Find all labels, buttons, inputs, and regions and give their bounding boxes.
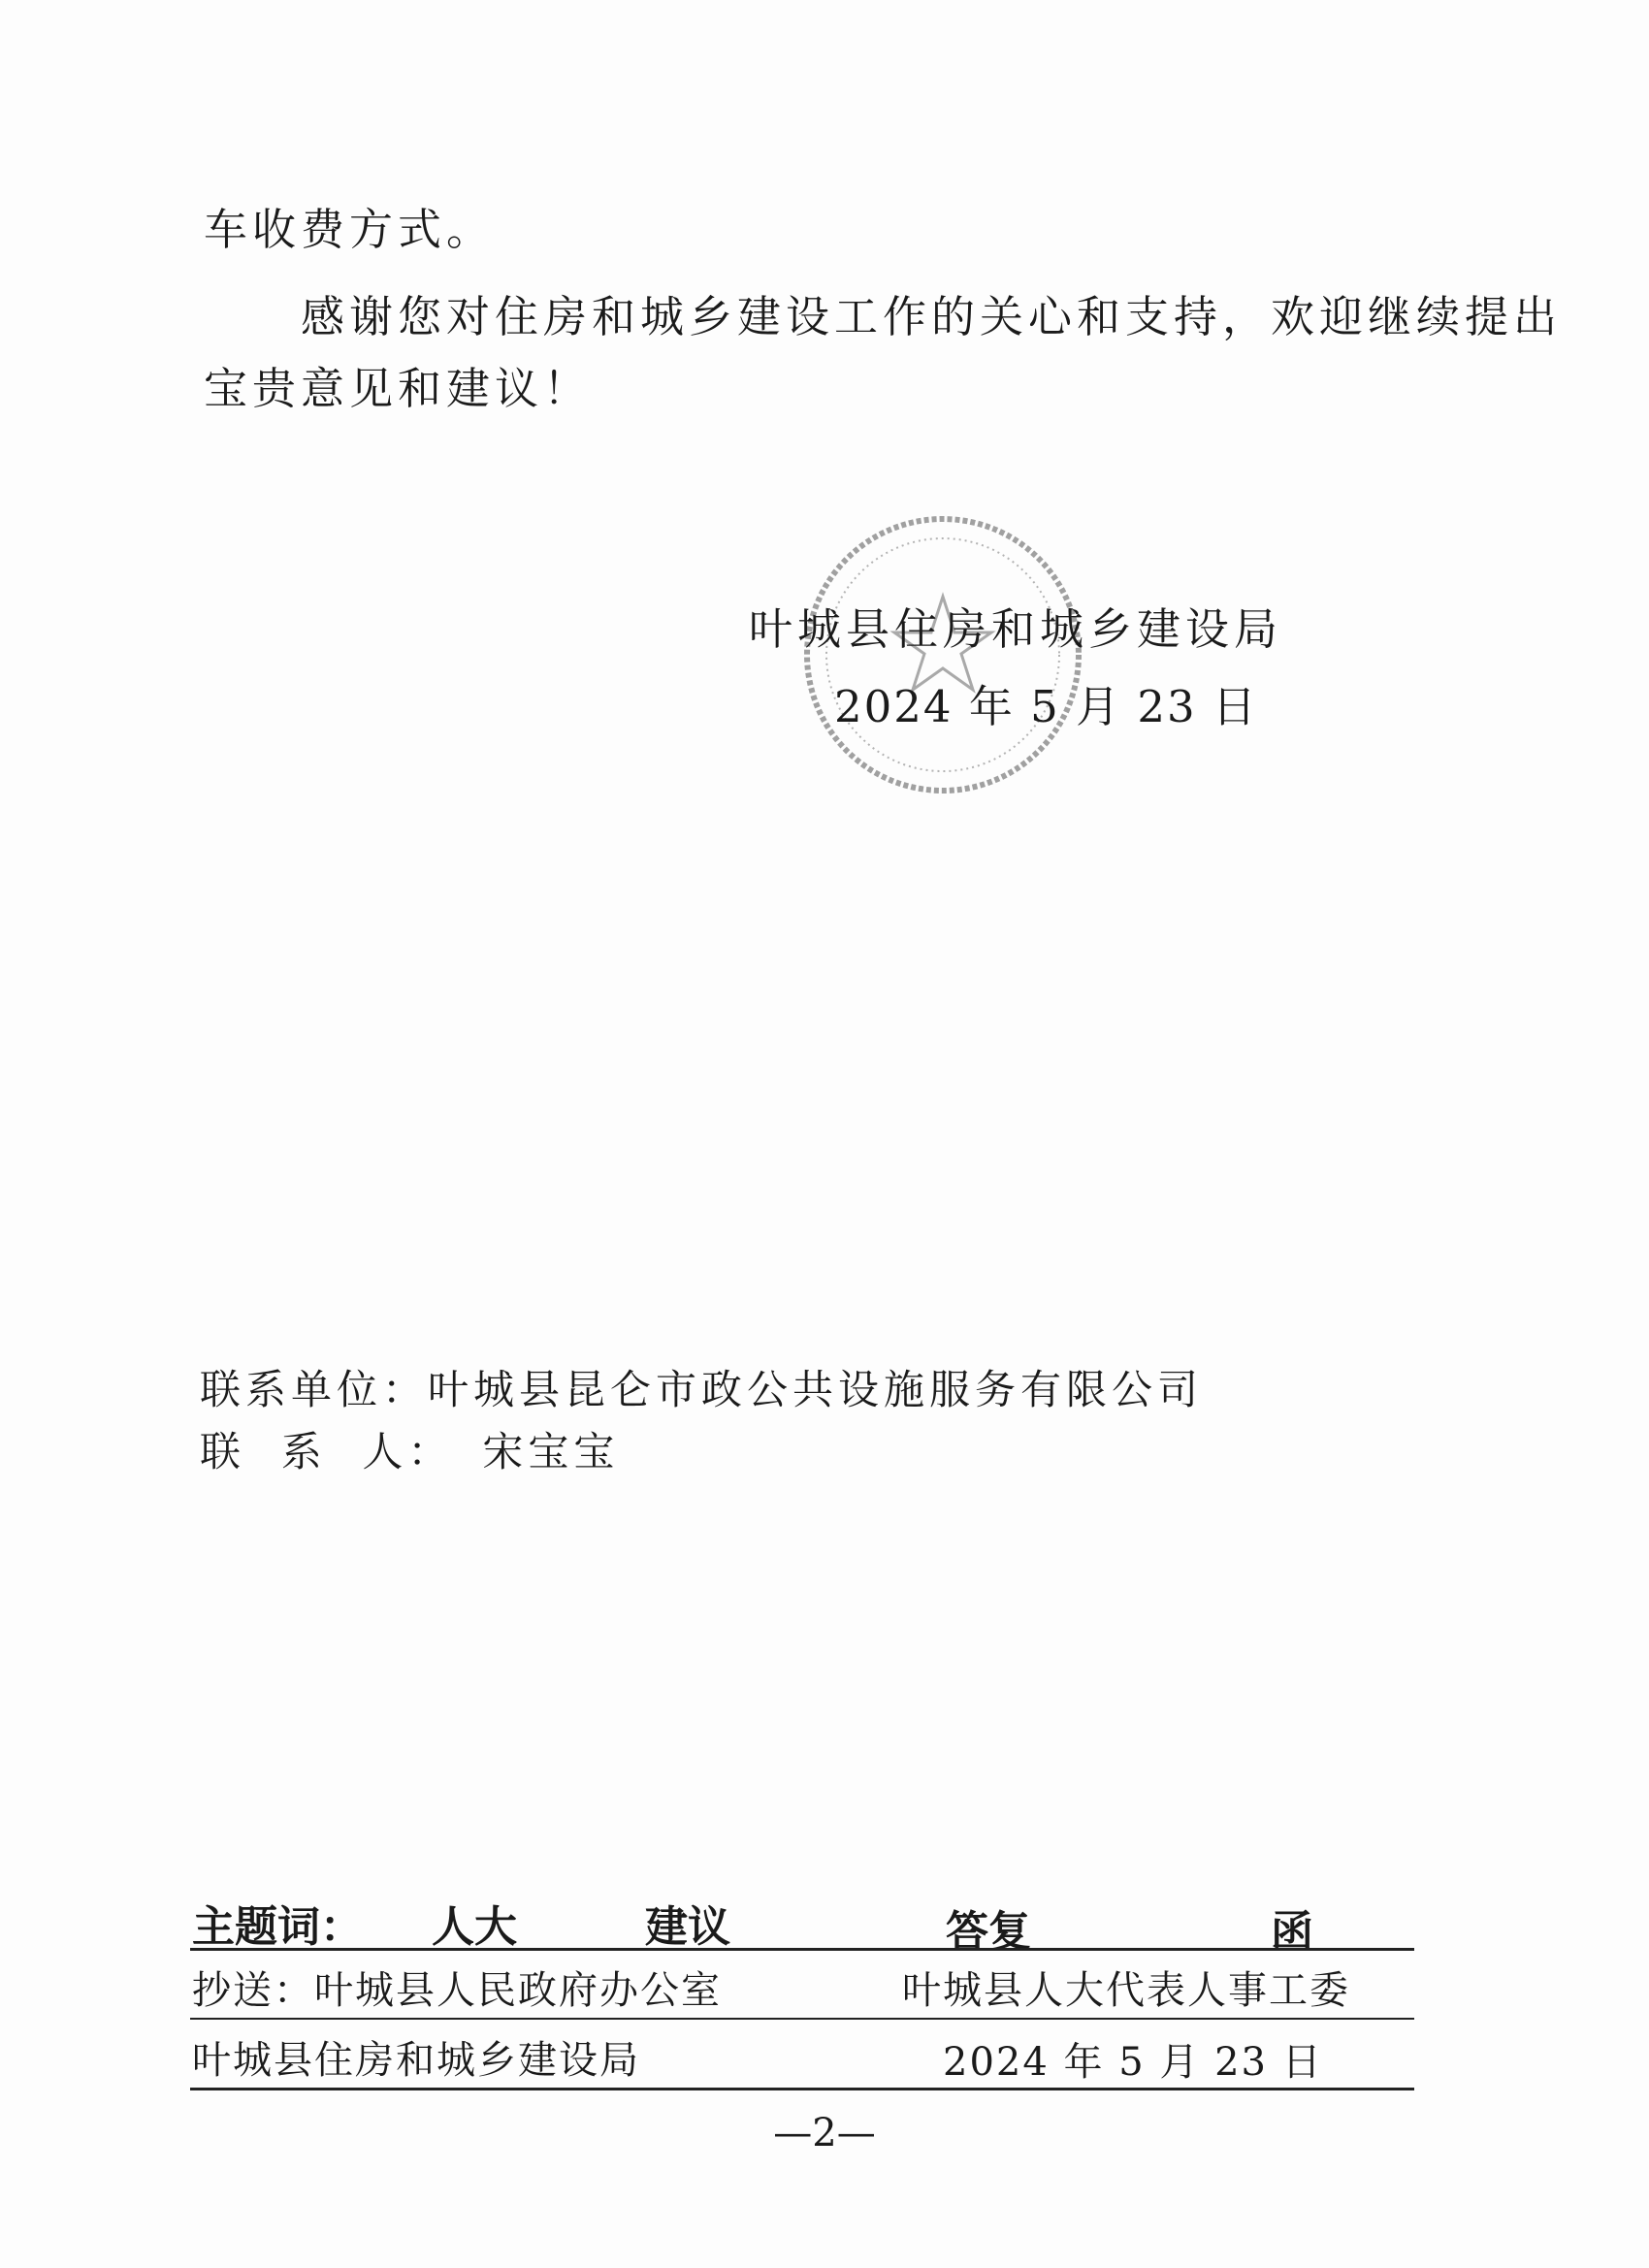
- contact-unit-label: 联系单位：: [200, 1366, 429, 1413]
- contact-person: [200, 1420, 619, 1478]
- body-line-2: 感谢您对住房和城乡建设工作的关心和支持，欢迎继续提出: [301, 291, 1563, 342]
- footer-rule-bottom: [190, 2088, 1414, 2090]
- cc-line: [192, 1960, 722, 2015]
- keyword-3: 答复: [946, 1907, 1031, 1957]
- keyword-4: 函: [1271, 1907, 1313, 1957]
- signature-date: 2024 年 5 月 23 日: [834, 681, 1258, 732]
- body-line-1: 车收费方式。: [204, 204, 496, 255]
- keyword-2: 建议: [645, 1902, 730, 1952]
- footer-rule-middle: [190, 2018, 1414, 2020]
- signature-org: 叶城县住房和城乡建设局: [749, 603, 1283, 655]
- cc-label: 抄送：: [192, 1968, 314, 2013]
- issuer: 叶城县住房和城乡建设局: [192, 2038, 640, 2083]
- footer-rule-top: [190, 1948, 1414, 1951]
- cc-recipient-1: 叶城县人民政府办公室: [314, 1968, 722, 2013]
- contact-person-label: 联 系 人：: [200, 1428, 454, 1475]
- body-line-3: 宝贵意见和建议！: [204, 363, 593, 414]
- issue-date: 2024 年 5 月 23 日: [943, 2040, 1323, 2085]
- contact-person-value: 宋宝宝: [482, 1428, 620, 1475]
- keyword-1: 人大: [432, 1902, 517, 1952]
- keywords-label: 主题词：: [192, 1902, 363, 1952]
- contact-unit: [200, 1358, 1203, 1416]
- contact-unit-value: 叶城县昆仑市政公共设施服务有限公司: [428, 1366, 1204, 1413]
- cc-recipient-2: 叶城县人大代表人事工委: [902, 1968, 1350, 2013]
- page-number: —2—: [773, 2111, 876, 2155]
